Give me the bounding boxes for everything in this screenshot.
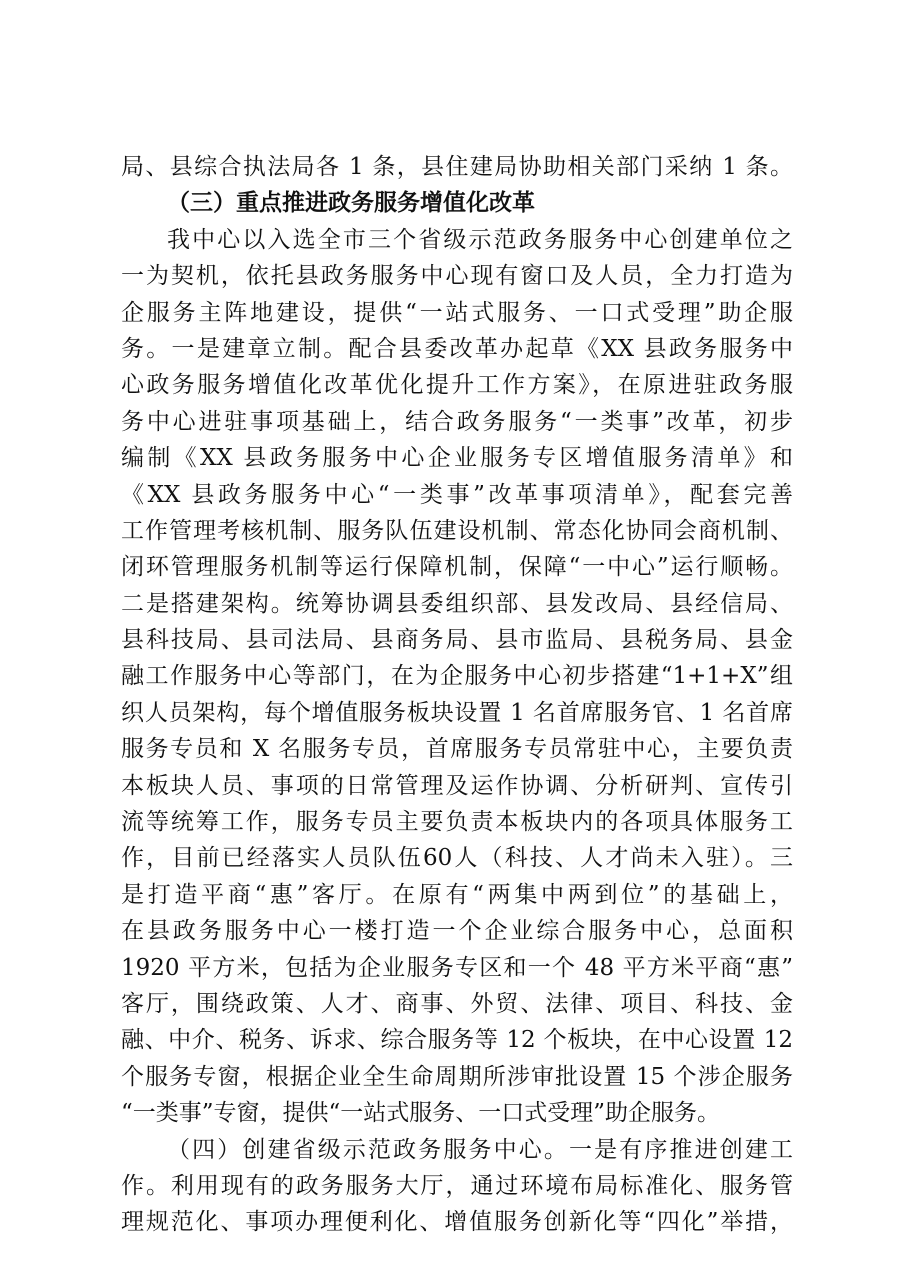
body-line: 客厅，围绕政策、人才、商事、外贸、法律、项目、科技、金: [121, 990, 793, 1017]
body-line: 1920 平方米，包括为企业服务专区和一个 48 平方米平商“惠”: [121, 954, 793, 981]
body-line: 县科技局、县司法局、县商务局、县市监局、县税务局、县金: [121, 627, 793, 654]
body-line: 局、县综合执法局各 1 条，县住建局协助相关部门采纳 1 条。: [121, 154, 793, 180]
body-line: 《XX 县政务服务中心“一类事”改革事项清单》，配套完善: [121, 481, 793, 508]
body-line: 企服务主阵地建设，提供“一站式服务、一口式受理”助企服: [121, 299, 793, 326]
body-line: 融工作服务中心等部门，在为企服务中心初步搭建“1+1+X”组: [121, 663, 793, 690]
body-line: 心政务服务增值化改革优化提升工作方案》，在原进驻政务服: [121, 372, 793, 399]
body-line: 二是搭建架构。统筹协调县委组织部、县发改局、县经信局、: [121, 590, 793, 617]
body-line: 织人员架构，每个增值服务板块设置 1 名首席服务官、1 名首席: [121, 699, 793, 726]
body-line: 作。利用现有的政务服务大厅，通过环境布局标准化、服务管: [121, 1172, 793, 1199]
body-line: 服务专员和 X 名服务专员，首席服务专员常驻中心，主要负责: [121, 736, 793, 763]
body-line: 务。一是建章立制。配合县委改革办起草《XX 县政务服务中: [121, 335, 793, 362]
body-line: 闭环管理服务机制等运行保障机制，保障“一中心”运行顺畅。: [121, 554, 793, 581]
body-line: 编制《XX 县政务服务中心企业服务专区增值服务清单》和: [121, 445, 793, 472]
body-line: “一类事”专窗，提供“一站式服务、一口式受理”助企服务。: [121, 1100, 721, 1127]
body-line: 流等统筹工作，服务专员主要负责本板块内的各项具体服务工: [121, 809, 793, 836]
body-line: 是打造平商“惠”客厅。在原有“两集中两到位”的基础上，: [121, 881, 793, 908]
body-line: 我中心以入选全市三个省级示范政务服务中心创建单位之: [167, 226, 793, 253]
section-heading: （四）创建省级示范政务服务中心。一是有序推进创建工: [167, 1136, 793, 1163]
body-line: 一为契机，依托县政务服务中心现有窗口及人员，全力打造为: [121, 263, 793, 290]
section-heading: （三）重点推进政务服务增值化改革: [167, 189, 535, 217]
body-line: 务中心进驻事项基础上，结合政务服务“一类事”改革，初步: [121, 408, 793, 435]
body-line: 本板块人员、事项的日常管理及运作协调、分析研判、宣传引: [121, 772, 793, 799]
body-line: 工作管理考核机制、服务队伍建设机制、常态化协同会商机制、: [121, 517, 793, 544]
body-line: 在县政务服务中心一楼打造一个企业综合服务中心，总面积: [121, 918, 793, 945]
body-line: 融、中介、税务、诉求、综合服务等 12 个板块，在中心设置 12: [121, 1027, 793, 1054]
document-body: [121, 149, 793, 1241]
body-line: 理规范化、事项办理便利化、增值服务创新化等“四化”举措，: [121, 1209, 793, 1236]
body-line: 作，目前已经落实人员队伍60人（科技、人才尚未入驻）。三: [121, 845, 793, 872]
body-line: 个服务专窗，根据企业全生命周期所涉审批设置 15 个涉企服务: [121, 1063, 793, 1090]
